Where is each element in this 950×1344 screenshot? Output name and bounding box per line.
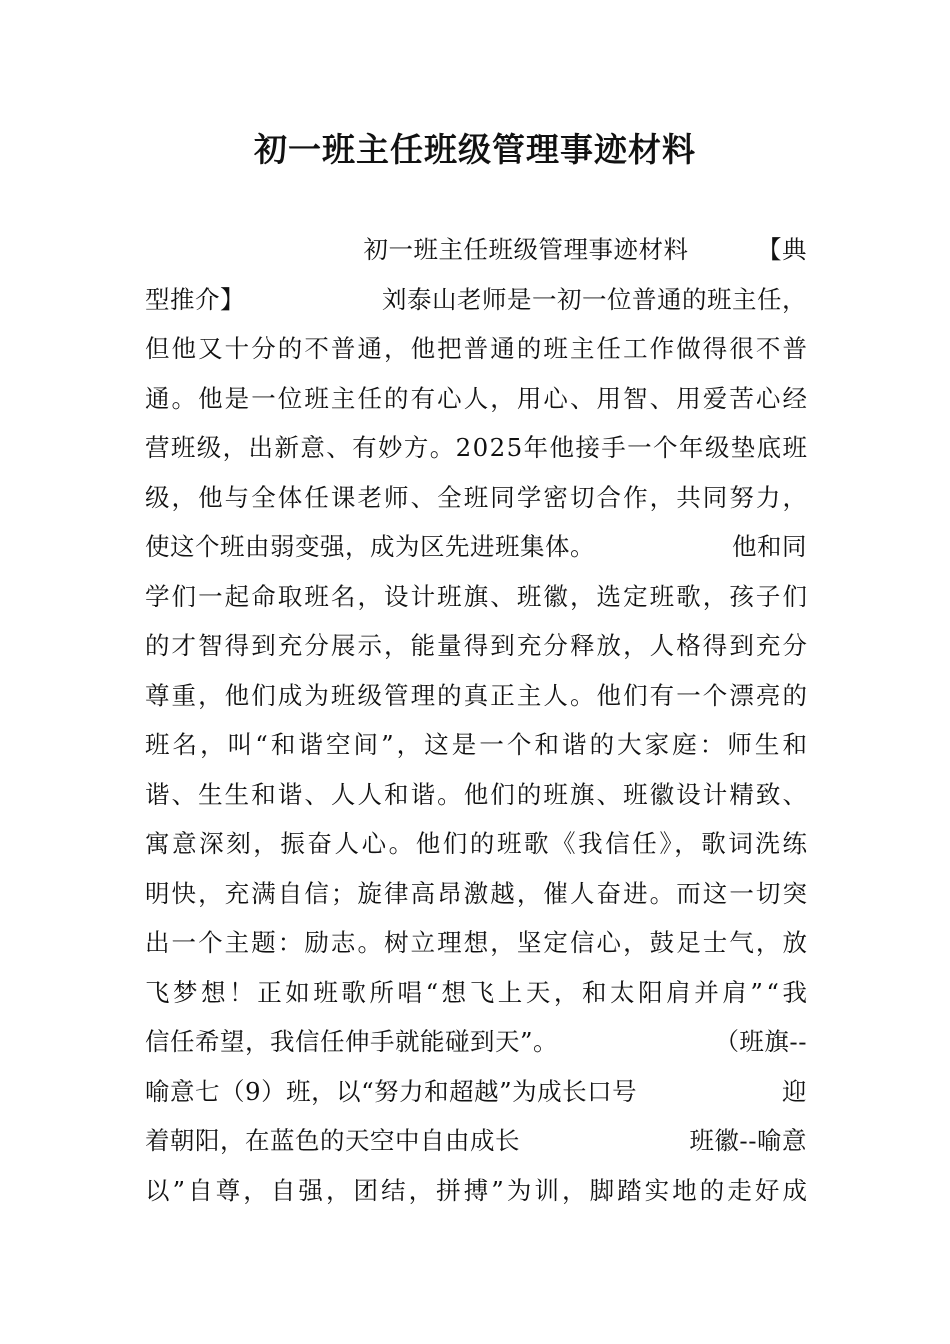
text-segment: 喻意七（9）班，以“努力和超越”为成长口号: [145, 1076, 638, 1106]
text-line: [145, 1067, 807, 1117]
text-segment: 型推介】: [145, 284, 245, 314]
text-line: [145, 324, 810, 374]
text-line: [145, 968, 811, 1018]
text-segment: 班徽--喻意: [689, 1126, 807, 1155]
text-segment: 的才智得到充分展示，能量得到充分释放，人格得到充分: [145, 631, 810, 660]
text-line: [145, 572, 810, 622]
text-segment: 他和同: [732, 532, 807, 561]
text-line: [145, 819, 810, 869]
text-line: [145, 522, 807, 572]
text-segment: 营班级，出新意、有妙方。2025年他接手一个年级垫底班: [145, 433, 809, 462]
text-line: [145, 720, 811, 770]
text-line: [145, 869, 810, 919]
text-line: [145, 225, 807, 275]
text-segment: 谐、生生和谐、人人和谐。他们的班旗、班徽设计精致、: [145, 779, 810, 809]
text-segment: 信任希望，我信任伸手就能碰到天”。: [145, 1027, 559, 1056]
text-segment: 刘泰山老师是一初一位普通的班主任，: [382, 284, 807, 314]
text-segment: 但他又十分的不普通，他把普通的班主任工作做得很不普: [145, 334, 810, 363]
body-text: [145, 225, 811, 1215]
text-segment: 飞梦想！正如班歌所唱“想飞上天，和太阳肩并肩”“我: [145, 977, 811, 1007]
text-segment: 尊重，他们成为班级管理的真正主人。他们有一个漂亮的: [145, 680, 810, 710]
text-line: [145, 621, 810, 671]
text-segment: 着朝阳，在蓝色的天空中自由成长: [145, 1126, 520, 1155]
text-segment: 通。他是一位班主任的有心人，用心、用智、用爱苦心经: [145, 383, 810, 413]
text-segment: 【典: [757, 235, 807, 264]
text-segment: 以”自尊，自强，团结，拼搏”为训，脚踏实地的走好成: [145, 1175, 811, 1205]
text-segment: 级，他与全体任课老师、全班同学密切合作，共同努力，: [145, 482, 810, 512]
text-segment: 班名，叫“和谐空间”，这是一个和谐的大家庭：师生和: [145, 730, 811, 759]
text-line: [145, 1166, 811, 1216]
text-segment: 寓意深刻，振奋人心。他们的班歌《我信任》，歌词洗练: [145, 829, 810, 858]
text-line: [145, 770, 810, 820]
text-segment: 出一个主题：励志。树立理想，坚定信心，鼓足士气，放: [145, 928, 810, 957]
text-segment: 迎: [782, 1076, 807, 1106]
text-line: [145, 1116, 807, 1166]
text-line: [145, 671, 810, 721]
text-segment: （班旗--: [714, 1027, 807, 1056]
text-line: [145, 473, 810, 523]
text-segment: 使这个班由弱变强，成为区先进班集体。: [145, 532, 595, 561]
text-line: [145, 374, 810, 424]
text-segment: 明快，充满自信；旋律高昂激越，催人奋进。而这一切突: [145, 878, 810, 908]
text-line: [145, 275, 807, 325]
text-segment: 初一班主任班级管理事迹材料: [363, 235, 689, 264]
text-line: [145, 918, 810, 968]
page-title: 初一班主任班级管理事迹材料: [254, 130, 696, 169]
text-line: [145, 423, 807, 473]
text-segment: 学们一起命取班名，设计班旗、班徽，选定班歌，孩子们: [145, 581, 810, 611]
text-line: [145, 1017, 807, 1067]
